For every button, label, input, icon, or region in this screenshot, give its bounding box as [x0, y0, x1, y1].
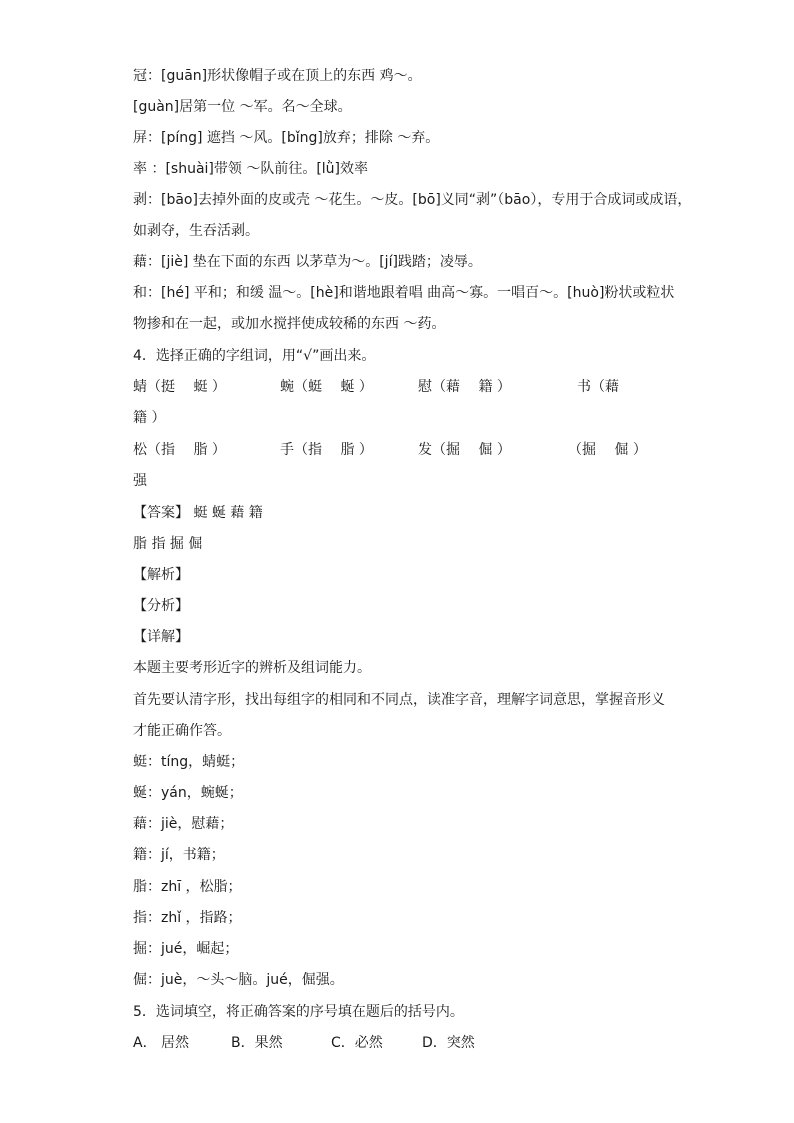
word-choice-wrap: 强 — [133, 473, 147, 489]
question-4-title: 4．选择正确的字组词，用“√”画出来。 — [133, 348, 376, 364]
word-choice-item: 发（掘 倔 ） — [418, 442, 511, 458]
definition-jie: 藉：[jiè] 垫在下面的东西 以茅草为～。[jí]践踏；凌辱。 — [133, 254, 482, 270]
answer-label: 【答案】 蜓 蜒 藉 籍 — [133, 505, 263, 521]
word-choice-item: 松（指 脂 ） — [133, 442, 226, 458]
analysis-paragraph: 本题主要考形近字的辨析及组词能力。 — [133, 660, 371, 676]
definition-guan-alt: [guàn]居第一位 ～军。名～全球。 — [133, 99, 352, 115]
analysis-heading: 【解析】 — [133, 567, 189, 583]
definition-bao: 剥：[bāo]去掉外面的皮或壳 ～花生。～皮。[bō]义同“剥”（bāo），专用于合成词或成语， — [133, 192, 692, 208]
word-choice-item: 书（藉 — [577, 379, 619, 395]
analysis-paragraph-cont: 才能正确作答。 — [133, 723, 231, 739]
pinyin-item: 掘：jué，崛起； — [133, 941, 239, 957]
word-choice-item: （掘 倔 ） — [568, 442, 647, 458]
word-choice-item: 蜻（挺 蜓 ） — [133, 379, 226, 395]
pinyin-item: 倔：juè，～头～脑。jué，倔强。 — [133, 972, 344, 988]
pinyin-item: 蜒：yán，蜿蜒； — [133, 785, 243, 801]
pinyin-item: 籍：jí，书籍； — [133, 847, 225, 863]
option-c: C．必然 — [331, 1035, 383, 1051]
fenxi-heading: 【分析】 — [133, 598, 189, 614]
word-choice-item: 手（指 脂 ） — [280, 442, 373, 458]
option-b: B．果然 — [231, 1035, 283, 1051]
definition-shuai: 率 ：[shuài]带领 ～队前往。[lǜ]效率 — [133, 161, 369, 177]
pinyin-item: 藉：jiè，慰藉； — [133, 816, 234, 832]
analysis-paragraph: 首先要认清字形，找出每组字的相同和不同点，读准字音，理解字词意思，掌握音形义 — [133, 692, 665, 708]
pinyin-item: 脂：zhī ，松脂； — [133, 879, 242, 895]
question-5-title: 5．选词填空，将正确答案的序号填在题后的括号内。 — [133, 1004, 464, 1020]
word-choice-wrap: 籍 ） — [133, 410, 166, 426]
pinyin-item: 蜓：tíng，蜻蜓； — [133, 754, 245, 770]
definition-he: 和：[hé] 平和；和缓 温～。[hè]和谐地跟着唱 曲高～寡。一唱百～。[huò]粉状或粒状 — [133, 285, 675, 301]
definition-he-cont: 物掺和在一起，或加水搅拌使成较稀的东西 ～药。 — [133, 316, 446, 332]
definition-guan: 冠：[guān]形状像帽子或在顶上的东西 鸡～。 — [133, 68, 422, 84]
answer-line-2: 脂 指 掘 倔 — [133, 536, 203, 552]
option-d: D．突然 — [422, 1035, 475, 1051]
word-choice-item: 慰（藉 籍 ） — [418, 379, 511, 395]
pinyin-item: 指：zhǐ ，指路； — [133, 910, 242, 926]
definition-bao-cont: 如剥夺，生吞活剥。 — [133, 223, 259, 239]
detail-heading: 【详解】 — [133, 629, 189, 645]
option-a: A． 居然 — [133, 1035, 190, 1051]
definition-ping: 屏：[píng] 遮挡 ～风。[bǐng]放弃；排除 ～弃。 — [133, 130, 440, 146]
word-choice-item: 蜿（蜓 蜒 ） — [280, 379, 373, 395]
